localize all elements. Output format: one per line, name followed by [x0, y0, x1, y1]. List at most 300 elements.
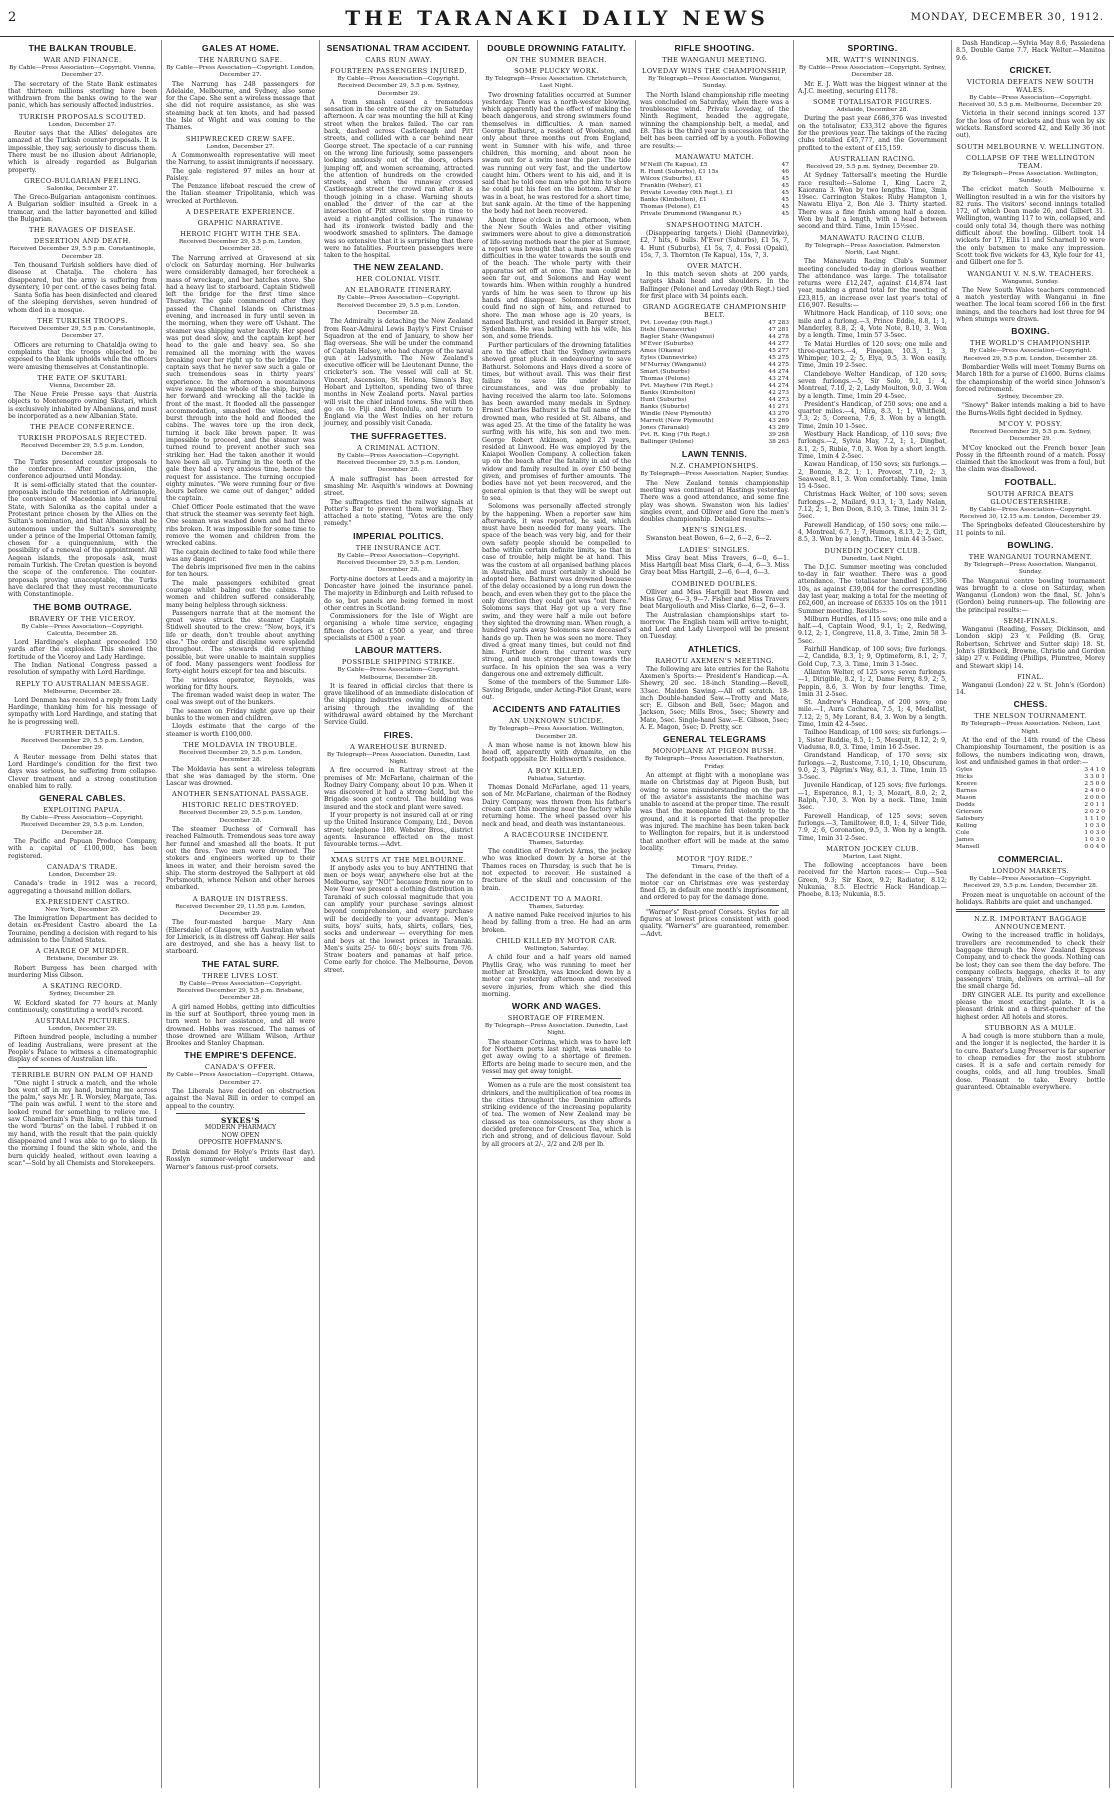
article-subheading: OVER MATCH. [687, 262, 742, 271]
results-table [640, 162, 789, 218]
dateline: London, December 29. [48, 1026, 117, 1033]
dateline: By Telegraph—Press Association. Napier, Sunday. [640, 471, 789, 478]
article-paragraph: The condition of Frederick Arms, the jockey who was knocked down by a horse at the Thames races on Thursday, is such that he is not expected to recover. He sustained a fracture of the skull and concussion of the brain. [482, 848, 631, 892]
column-7 [952, 40, 1110, 1788]
article-paragraph: The North Island championship rifle meeting was concluded on Saturday, when there was a troublesome wind. Private Loveday, of the Ninth Regiment, headed the aggregate, winning the championship belt, a medal, and £8. This is the third year in succession that the belt has been carried off by a youth. Following are results:— [640, 91, 789, 150]
article-paragraph: The defendant in the case of the theft of a motor car on Christmas eve was yesterday fined £5, in default one month's imprisonment, and ordered to pay for the damage done. [640, 872, 789, 902]
section-headline: LABOUR MATTERS. [355, 645, 442, 656]
result-score: 45 [781, 175, 789, 182]
dateline: By Cable—Press Association—Copyright. Received 30, 5.5 p.m. Melbourne, December 29. [958, 94, 1103, 109]
section-headline: THE FATAL SURF. [201, 958, 280, 969]
article-paragraph: Women as a rule are the most consistent tea drinkers, and the multiplication of tea rooms in the cities throughout the Dominion affords striking evidence of the increasing popularity of tea. The women of New Zealand may be classed as tea connoisseurs, as they show a decided preference for Crescent Tea, which is rich and strong, and of delicious flavour. Sold by all grocers at 2/-, 2/2 and 2/8 per lb. [482, 1082, 631, 1148]
article-subheading: THE NARRUNG SAFE. [198, 56, 283, 64]
dateline: Thames, Saturday. [528, 839, 585, 846]
issue-date: MONDAY, DECEMBER 30, 1912. [910, 12, 1104, 23]
result-score: 43 269 [768, 418, 789, 425]
result-score: 47 283 [768, 320, 789, 327]
section-headline: GENERAL TELEGRAMS [662, 734, 767, 745]
column-rule [18, 1067, 147, 1068]
article-subheading: MEN'S SINGLES. [681, 526, 748, 535]
result-score: 45 277 [768, 348, 789, 355]
result-score: 0 0 4 0 [1084, 844, 1105, 851]
article-subheading: CANADA'S TRADE. [46, 862, 119, 871]
results-row [640, 169, 789, 176]
article-paragraph: A native named Pake received injuries to his head by falling from a tree. He had an arm broken. [482, 912, 631, 934]
article-paragraph: The secretary of the State Bank estimates that thirteen millions sterling have been withdrawn from the banks owing to the war panic, which has seriously affected industries. [8, 80, 157, 110]
article-paragraph: If anybody asks you to buy ANYTHING that men or boys wear, anywhere else but at the Melbourne, say "NO!" because from now on to New Year we present a clothing distribution in Taranaki of such colossal magnitude that you can amplify your purchase savings almost beyond comprehension, and every purchase will be decidedly to your advantage. Men's suits, boys' suits, hats, shirts, collars, ties, socks and underwear — everything for men and boys at the lowest prices in Taranaki. Men's suits 25/- to 60/-; boys' suits from 7/6. Straw boaters and panamas at half price. Come early for choice. The Melbourne, Devon street. [324, 864, 473, 974]
article-paragraph: If your property is not insured call at or ring up the United Insurance Company, Ltd., Devon street; telephone 180. Webster Bros., district agents. Insurance effected on the most favourable terms.—Advt. [324, 812, 473, 849]
masthead [0, 0, 1114, 37]
section-headline: WORK AND WAGES. [511, 1001, 602, 1012]
results-row [956, 844, 1105, 851]
result-name: Pvt. R. King (7th Regt.) [640, 432, 710, 439]
result-name: Hunt (Suburbs) [640, 397, 687, 404]
article-subheading: THE MOLDAVIA IN TROUBLE. [183, 740, 298, 749]
article-subheading: XMAS SUITS AT THE MELBOURNE. [330, 855, 467, 864]
dateline: Thames, Saturday. [528, 903, 585, 910]
article-paragraph: During the past year £686,376 was invested on the totalisator, £33,312 above the figures for the previous year. The takings of the racing clubs totalled £45,777, and the Government profited to the extent of £15,159. [798, 115, 947, 152]
article-paragraph: A male suffragist has been arrested for smashing Mr. Asquith's windows at Downing street. [324, 475, 473, 498]
article-subheading: FURTHER DETAILS. [44, 729, 121, 738]
dateline: By Cable—Press Association—Copyright. London, December 27. [166, 65, 315, 79]
results-row [956, 823, 1105, 830]
article-subheading: ACCIDENT TO A MAORI. [509, 894, 604, 903]
dateline: By Telegraph—Press Association. Featherston, Friday. [644, 756, 785, 770]
article-subheading: ANOTHER SENSATIONAL PASSAGE. [171, 790, 310, 799]
article-paragraph: The Narrung has 248 passengers for Adelaide, Melbourne, and Sydney, also some for the Cape. She sent a wireless message that she did not require assistance, as she was steaming back at ten knots, and had passed the Isle of Wight and was coming to the Thames. [166, 80, 315, 132]
article-paragraph: It is semi-officially stated that the counter-proposals include the retention of Adrianople, the conversion of Macedonia into a neutral State, with Salonika as the capital under a Protestant prince chosen by the Allies on the Sultan's nomination, and that Albania shall be autonomous under the Sultan's sovereignty, under a prince of the Imperial Ottoman family, chosen for a quinquennium, with the possibility of a renewal of the appointment. All Aegean islands, the proposals ask, must remain Turkish. The Cretan question is beyond the scope of the conference. The counter-proposals proving unacceptable, the Turks have declared that they must recommunicate with Constantinople. [8, 481, 157, 599]
dateline: Wellington, Saturday. [524, 946, 589, 953]
result-score: 39 268 [768, 432, 789, 439]
result-score: 44 274 [768, 369, 789, 376]
results-row [640, 211, 789, 218]
results-row [956, 774, 1105, 781]
article-paragraph: The Turks presented counter proposals to the conference. After discussion, the conference adjourned until Monday. [8, 458, 157, 481]
article-paragraph: DRY GINGER ALE. Its purity and excellence please the most exacting palate. It is a pleasant drink and a thirst-quencher of the highest order. All hotels and stores. [956, 991, 1105, 1021]
results-row [956, 788, 1105, 795]
article-subheading: VICTORIA DEFEATS NEW SOUTH WALES. [966, 77, 1095, 94]
result-score: 46 [781, 168, 789, 175]
article-subheading: LOVEDAY WINS THE CHAMPIONSHIP. [642, 67, 787, 75]
article-paragraph: The Narrung arrived at Gravesend at six o'clock on Saturday morning. Her bulwarks were considerably damaged, her forecheek a mass of wreckage, and her hatches stove. She had a heavy list to starboard. Captain Stidwell left the bridge for the first time since Thursday. The gale commenced after they passed the Channel Islands on Christmas evening, and increased in fury until seven in the morning, when they were off Ushant. The steamer was shipping water heavily. Her speed was put dead slow, and the captain kept her head to the gale and heavy sea. So she remained all the morning with the waves breaking over her right up to the bridge. The captain says that he never saw such a gale or such tremendous seas in thirty years' experience. In the afternoon a mountainous wave swamped the whole of the ship, burying her forward and wrecking all the tackle in front of the mast. It flooded all the passenger accommodation, smashed the winches, and burst through into the hold and flooded the cabins. The waves tore up the iron deck, turning it back like brown paper. It was impossible to proceed, and the steamer was turned round to prevent another such sea striking her. Had the taken another it would have been all up. Turning in the teeth of the gale they had a very anxious time, hence the request for assistance. The turning occupied eighty minutes. "We were running four or five hours before we came out of danger," added the captain. [166, 254, 315, 503]
result-name: M'Ever (Suburbs) [640, 341, 694, 348]
dateline: Sydney, December 29. [49, 991, 116, 998]
dateline: Pahiatua, Saturday. [527, 775, 586, 782]
section-headline: THE BOMB OUTRAGE. [33, 601, 132, 612]
article-subheading: THE WANGANUI TOURNAMENT. [968, 552, 1093, 561]
newspaper-title: THE TARANAKI DAILY NEWS [345, 6, 769, 30]
dateline: Brisbane, December 29. [46, 956, 119, 963]
dateline: By Telegraph—Press Association. Wanganui, Sunday. [648, 76, 781, 90]
article-subheading: BRAVERY OF THE VICEROY. [29, 614, 136, 623]
article-subheading: N.Z.R. IMPORTANT BAGGAGE ANNOUNCEMENT. [974, 915, 1087, 932]
dateline: Timaru, Friday. [691, 864, 738, 871]
article-subheading: THE WORLD'S CHAMPIONSHIP. [970, 339, 1091, 348]
result-score: 3 3 0 1 [1084, 774, 1105, 781]
article-paragraph: Whitmore Hack Handicap, of 110 sovs; one mile and a furlong.—3, Prince Eddie, 8.8, 1; 1, Manderley, 8.8, 2; 4, Vote Note, 8.10, 3. Won by a length. Time, 1min 57 3-5sec. [798, 310, 947, 340]
article-subheading: A SKATING RECORD. [42, 982, 123, 991]
article-paragraph: Clandeboye Welter Handicap, of 120 sovs; seven furlongs.—5, Sir Solo, 9.1, 1; 4, Montreal, 7.10, 2; 2, Lady Moulton, 9.0, 3. Won by a length. Time, 1min 29 4-5sec. [798, 370, 947, 400]
dateline: Wanganui, Sunday. [1002, 278, 1059, 285]
result-score: 2 0 0 0 [1084, 795, 1105, 802]
column-5 [636, 40, 794, 1788]
ad-line: NOW OPEN [221, 1131, 260, 1139]
article-subheading: SNAPSHOOTING MATCH. [666, 220, 763, 229]
article-paragraph: Passengers narrate that at the moment the great wave struck the steamer Captain Stidwell shouted to the crew: "Now, boys, it's life or death, don't trouble about anything else." The order and discipline were splendid throughout. The stewards did everything possible, but were unable to maintain supplies of food. Many passengers went foodless for forty-eight hours except for tea and biscuits. [166, 609, 315, 676]
article-paragraph: Wanganui (London) 22 v. St. John's (Gordon) 14. [956, 681, 1105, 697]
article-subheading: FOURTEEN PASSENGERS INJURED. [330, 67, 467, 75]
section-headline: SENSATIONAL TRAM ACCIDENT. [326, 43, 471, 53]
result-score: 45 [781, 189, 789, 196]
article-paragraph: The Springboks defeated Gloucestershire by 11 points to nil. [956, 522, 1105, 537]
results-row [956, 802, 1105, 809]
article-subheading: A BARQUE IN DISTRESS. [192, 894, 289, 903]
article-paragraph: A man whose name is not known blew his head off, apparently with dynamite, on the footpath opposite Dr. Holdsworth's residence. [482, 741, 631, 764]
result-name: Kreeve [956, 781, 978, 788]
article-paragraph: The cricket match South Melbourne v. Wellington resulted in a win for the visitors by 82 runs. The visitors' second innings totalled 172, of which Dean made 26, and Gilbert 31. Wellington, wanting 117 to win, collapsed, and could only total 34, though there was nothing difficult about the bowling. Gilbert took 14 wickets for 17, Ellis 11 and Scharnell 10 were the only batsmen to make any impression. Scott took five wickets for 43, Kyle four for 41, and Gilbert one for 5. [956, 186, 1105, 267]
dateline: By Cable—Press Association—Copyright. Received December 29, 5.5 p.m. London, December 28. [336, 295, 461, 317]
dateline: By Telegraph—Press Association. Dunedin, Last Night. [484, 1023, 629, 1037]
article-paragraph: The suffragettes tied the railway signals at Potter's Bar to prevent them working. They attached a note stating, "Votes are the only remedy." [324, 498, 473, 528]
article-paragraph: Milburn Hurdles, of 115 sovs; one mile and a half.—4, Captain Wood, 9.1, 1; 2, Redwing, 9.12, 2; 1, Congreve, 11.8, 3. Time, 2min 58 3-5sec. [798, 615, 947, 645]
result-score: 44 274 [768, 383, 789, 390]
article-paragraph: Owing to the increased traffic in holidays, travellers are recommended to check their baggage through the New Zealand Express Company, and to check the goods. Nothing can be lost; they can see them the day before. The company collects baggage, checks it to any passengers' train, delivers on arrival—all for the small charge 5d. [956, 932, 1105, 991]
article-subheading: SOUTH AFRICA BEATS GLOUCESTERSHIRE. [987, 489, 1074, 506]
result-name: Ballinger (Pelone) [640, 439, 694, 446]
results-row [956, 781, 1105, 788]
results-table [956, 767, 1105, 851]
dateline: Received December 29, 5.5 p.m. Constantinople, December 28. [9, 246, 156, 260]
article-paragraph: Lloyds estimate that the cargo of the steamer is worth £100,000. [166, 723, 315, 738]
article-paragraph: At Sydney Tattersall's meeting the Hurdle race resulted:—Salome 1, King Lacre 2, Kaiorana 3. Won by two lengths. Time, 3min 19sec. Carrington Stakes: Ruby Hampton 1, Nawatu Eliya 2, Bon Ale 3. Thirty started. There was a fine finish among half a dozen. Won by half a length, with a head between second and third. Time, 1min 15½sec. [798, 172, 947, 231]
article-paragraph: A Commonwealth representative will meet the Narrung, to assist immigrants if necessary. [166, 151, 315, 167]
dateline: By Cable—Press Association—Copyright. Received 29, 5.5 p.m. London, December 28. [963, 348, 1098, 362]
article-paragraph: The New South Wales teachers commenced a match yesterday with Wanganui in fine weather. The local team scored 166 in the first innings, and the teachers had lost three for 94 when stumps were drawn. [956, 286, 1105, 324]
result-name: Eyles (Dannevirke) [640, 355, 697, 362]
article-paragraph: The male passengers exhibited great courage whilst baling out the cabins. The women and children suffered considerably, many being helpless through sickness. [166, 579, 315, 609]
result-name: Banks (Suburbs) [640, 404, 690, 411]
article-subheading: MANAWATU MATCH. [674, 152, 755, 161]
article-subheading: HISTORIC RELIC DESTROYED. [182, 801, 299, 810]
result-name: Salisbury [956, 816, 985, 823]
article-paragraph: The debris imprisoned five men in the cabins for ten hours. [166, 564, 315, 579]
article-subheading: THE WANGANUI MEETING. [662, 56, 767, 64]
article-subheading: LONDON MARKETS. [991, 867, 1070, 876]
dateline: By Cable—Press Association—Copyright. Received December 29, 5.5 p.m. Sydney, December 29. [337, 76, 460, 97]
article-subheading: EX-PRESIDENT CASTRO. [35, 897, 130, 906]
article-subheading: SOME TOTALISATOR FIGURES. [812, 98, 933, 107]
article-subheading: N.Z. CHAMPIONSHIPS. [670, 462, 759, 471]
results-row [956, 795, 1105, 802]
result-score: 42 273 [768, 390, 789, 397]
dateline: Adelaide, December 28. [836, 107, 909, 114]
column-rule [176, 1113, 305, 1114]
article-paragraph: Some of the members of the Summer Life-Saving Brigade, under Acting-Pilot Grant, were out. [482, 679, 631, 701]
dateline: Received December 29, 5.5 p.m. Constantinople, December 27. [9, 326, 156, 340]
article-paragraph: (Disappearing targets.) Diehl (Dannevirke), £2, 7 hits, 6 bulls. M'Ever (Suburbs), £1 5s, 7, 4. Hunt (Suburbs), £1 5s, 7, 4. Fossi (Opaki), 15s, 7, 3. Thornton (Te Kapua), 15s, 7, 3. [640, 229, 789, 259]
article-paragraph: Westbury Hack Handicap, of 110 sovs; five furlongs.—2, Sylvia May, 7.2, 1; 1, Dingbat, 8.1, 2; 5, Rubie, 7.0, 3. Won by a short length. Time, 1min 4 2-5sec. [798, 431, 947, 460]
result-score: 44 277 [768, 341, 789, 348]
article-paragraph: A tram smash caused a tremendous sensation in the centre of the city on Saturday afternoon. A car was mounting the hill at King street when the brakes failed. The car ran back, dashed across Castlereagh and Pitt streets, and collided with a car behind near George street. The spectacle of a car running on the wrong line furiously, some passengers looking anxiously out of the doors, others jumping off, and women screaming, attracted the attention of hundreds on the crowded streets, and when the runaway crossed Castlereagh street the crowd ran after it as though joining in a chase. Warning shouts enabled the driver of the car at the intersection of Pitt street to stop in time to avoid a right-angled collision. The runaway had its ironwork twisted badly and the woodwork smashed to splinters. The damage was so extensive that it is surprising that there were no fatalities. Fourteen passengers were taken to the hospital. [324, 98, 473, 260]
section-headline: GENERAL CABLES. [39, 793, 126, 804]
article-paragraph: Officers are returning to Chataldja owing to complaints that the troops objected to be exposed to the blank upholds while the officers were amusing themselves at Constantinople. [8, 341, 157, 371]
column-4 [478, 40, 636, 1788]
article-paragraph: Frozen meat is unquotable on account of the holidays. Rabbits are quiet and unchanged. [956, 891, 1105, 907]
article-paragraph: M'Coy knocked out the French boxer Jean Possy in the fifteenth round of a match. Possy claimed that the knockout was from a foul, but the claim was disallowed. [956, 444, 1105, 474]
article-paragraph: The following acceptances have been received for the Marton races:— Cup.—Sea Green, 9.3; Sir Knox, 9.2; Radiator, 8.12; Nukunia, 8.5. Electric Hack Handicap.—Phoebe, 8.13; Nukunia, 8.5. [798, 862, 947, 899]
article-paragraph: Two drowning fatalities occurred at Sumner yesterday. There was a north-wester blowing, which apparently had the effect of making the beach dangerous, and strong swimmers found themselves in difficulties. A man named George Bathurst, a resident of Woolston, and only about three months out from England, went in Sumner with his wife, and three children, this morning, and about noon he swam out for a swim near the pier. The tide was running out very fast, and the undertow caught him. Others went to his aid, and it is said that he told one man who got him to shore he could put his feet on the bottom. After he was in a boat, he was restored for a short time, but sank again. At the time of the happening the body had not been recovered. [482, 91, 631, 216]
article-paragraph: The Manawatu Racing Club's Summer meeting concluded to-day in glorious weather. The attendance was large. The totalisator returns were £12,247, against £14,874 last year, making a grand total for the meeting of £23,815, an increase over last year's total of £16,907. Results:— [798, 258, 947, 310]
article-paragraph: A child four and a half years old named Phyllis Gray, who was running to meet her mother at Brooklyn, was knocked down by a motor car yesterday afternoon and received severe injuries, from which she died this morning. [482, 954, 631, 998]
column-rule [492, 1078, 621, 1079]
article-subheading: TERRIBLE BURN ON PALM OF HAND [11, 1070, 154, 1079]
result-name: Grierson [956, 809, 983, 816]
section-headline: ACCIDENTS AND FATALITIES [492, 704, 621, 715]
result-score: 1 0 3 0 [1084, 837, 1105, 844]
article-paragraph: The wireless operator, Reynolds, was working for fifty hours. [166, 676, 315, 691]
result-name: Franklin (Weber), £1 [640, 182, 703, 189]
article-subheading: A BOY KILLED. [527, 766, 586, 775]
section-headline: THE EMPIRE'S DEFENCE. [184, 1050, 297, 1061]
result-name: Gyles [956, 767, 973, 774]
dateline: By Telegraph—Press Association. Christchurch, Last Night. [485, 76, 628, 90]
article-paragraph: The Pacific and Papuan Produce Company, with a capital of £100,000, has been registered. [8, 838, 157, 860]
result-score: 45 [781, 182, 789, 189]
section-headline: DOUBLE DROWNING FATALITY. [487, 43, 626, 53]
article-subheading: STUBBORN AS A MULE. [984, 1023, 1077, 1032]
result-name: Pvt. Loveday (9th Regt.) [640, 320, 713, 327]
column-2 [162, 40, 320, 1788]
dateline: By Cable—Press Association—Copyright. Melbourne, December 28. [337, 667, 460, 681]
article-paragraph: The Liberals have decided on obstruction against the Naval Bill in order to compel an appeal to the country. [166, 1088, 315, 1110]
result-name: Marrett (New Plymouth) [640, 418, 714, 425]
result-name: Banks (Kimbolton) [640, 390, 696, 397]
column-3 [320, 40, 478, 1788]
article-paragraph: Allanton Welter, of 125 sovs; seven furlongs.—1, Dirigible, 8.2, 1; 2, Dame Ferry, 8.9, 2; 5, Peppin, 8.6, 3. Won by four lengths. Time, 1min 31 2-5sec. [798, 668, 947, 698]
article-paragraph: Fifteen hundred people, including a number of leading Australians, were present at the People's Palace to witness a cinematographic display of scenes of Australian life. [8, 1034, 157, 1064]
article-subheading: COLLAPSE OF THE WELLINGTON TEAM. [966, 153, 1095, 170]
article-paragraph: The D.J.C. Summer meeting was concluded to-day in fair weather. There was a good attendance. The totalisator handled £35,366 10s, as against £39,004 for the corresponding day last year, making a total for the meeting of £62,600, an increase of £6335 10s on the 1911 Summer meeting. Results:— [798, 563, 947, 615]
dateline: By Cable—Press Association—Copyright. Received December 29, 5.5 p.m. London, December 28. [336, 452, 461, 474]
result-name: Windle (New Plymouth) [640, 411, 712, 418]
result-name: Bagler Stahr (Wanganui) [640, 334, 715, 341]
dateline: Marton, Last Night. [842, 853, 903, 860]
dateline: London, December 29. [48, 871, 117, 878]
section-headline: CRICKET. [1009, 64, 1052, 75]
result-name: Jones (Taranaki) [640, 425, 689, 432]
article-subheading: GRAND AGGREGATE CHAMPIONSHIP BELT. [642, 303, 787, 320]
result-name: Wilcox (Suburbs), £1 [640, 175, 703, 182]
results-row [640, 176, 789, 183]
dateline: Received 29, 5.5 p.m. Sydney, December 29. [805, 163, 940, 170]
results-row [956, 809, 1105, 816]
article-paragraph: W. Eckford skated for 77 hours at Manly continuously, constituting a world's record. [8, 999, 157, 1014]
result-score: 45 [781, 210, 789, 217]
article-paragraph: Lord Denman has received a reply from Lady Hardinge, thanking him for his message of sympathy with Lord Hardinge, and stating that he is progressing well. [8, 696, 157, 726]
dateline: Received December 29, 5.5 p.m. London, December 28. [178, 239, 303, 253]
article-subheading: REPLY TO AUSTRALIAN MESSAGE. [15, 679, 150, 688]
article-subheading: FINAL. [1017, 672, 1044, 681]
article-subheading: EXPLOITING PAPUA. [43, 806, 122, 815]
dateline: By Cable—Press Association—Copyright. Ottawa, December 27. [166, 1072, 315, 1086]
results-row [640, 190, 789, 197]
result-name: Diehl (Dannevirke) [640, 327, 697, 334]
article-paragraph: Juvenile Handicap, of 125 sovs; five furlongs.—1, Esperance, 8.1, 1; 3, Mozart, 8.0, 2; 2, Ralph, 7.10, 3. Won by a neck. Time, 1min 3sec. [798, 782, 947, 812]
result-name: Thomas (Pelone), £1 [640, 203, 701, 210]
article-paragraph: Kawau Handicap, of 150 sovs; six furlongs.—2, Bonnie, 8.2, 1; 1, Provost, 7.10, 2; 3, Seaweed, 8.1, 3. Won comfortably. Time, 1min 15 4-5sec. [798, 461, 947, 491]
result-score: 44 273 [768, 397, 789, 404]
article-paragraph: The Australasian championships start to-morrow. The English team will arrive to-night, and Lord and Lady Liverpool will be present on Tuesday. [640, 611, 789, 641]
article-subheading: THE FATE OF SKUTARI. [37, 373, 128, 382]
article-paragraph: The four-masted barque Mary Ann (Ellersdale) of Glasgow, with Australian wheat for Limerick, is in distress off Galway. Her sails are destroyed, and she has a heavy list to starboard. [166, 919, 315, 956]
article-subheading: SEMI-FINALS. [1003, 617, 1058, 626]
article-paragraph: Fairhill Handicap, of 100 sovs; five furlongs.—2, Candida, 8.3, 1; 9, Optimeform, 8.1, 2; 7, Gold Cup, 7.3, 3. Time, 1min 3 1-5sec. [798, 646, 947, 668]
article-paragraph: The Neue Freie Presse says that Austria objects to Montenegro owning Skutari, which is exclusively inhabited by Albanians, and must be incorporated as a new Albanian State. [8, 391, 157, 420]
result-name: Private Loveday (9th Regt.), £1 [640, 189, 734, 196]
article-paragraph: About three o'clock in the afternoon, when the New South Wales and other visiting swimmers were about to give a demonstration of life-saving methods near the pier at Sumner, a report was brought that a man was in grave difficulties in the water towards the south end of the beach. The whole party with their apparatus set off at once. The man could be seen far out, and Solomons and Hay went towards him. When within roughly a hundred yards of him he was seen to throw up his hands and disappear. Solomons dived but could find no sign of him, and returned to shore. The man whose age is 20 years, is named Bathurst, and resided in Barger street, Sydenham. He was bathing with his wife, his son, and some friends. [482, 216, 631, 341]
result-name: Cole [956, 830, 970, 837]
article-paragraph: Canada's trade in 1912 was a record, aggregating a thousand million dollars. [8, 880, 157, 895]
section-headline: BOXING. [1011, 326, 1050, 337]
article-subheading: THE PEACE CONFERENCE. [30, 423, 135, 432]
article-paragraph: Farewell Handicap, of 150 sovs; one mile.—4, Montreal, 6.7, 1; 7, Humors, 8.13, 2; 2, Gift, 8.5, 3. Won by a length. Time, 1min 44 3-5sec. [798, 521, 947, 544]
dateline: Received December 29, 5.5 p.m. London, December 28. [178, 749, 303, 764]
article-paragraph: Lord Hardinge's elephant proceeded 150 yards after the explosion. This showed the fortitude of the Viceroy and Lady Hardinge. [8, 639, 157, 661]
article-paragraph: The following are late entries for the Rahotu Axemen's Sports:— President's Handicap.—A. Shewry, 20 sec. 18-inch Standing.—Revell, 33sec. Maiden Sawing.—All off scratch. 18-inch Double-handed Saw.—Trotty and Mate, scr; E. Gibson and Bell, 5sec; Magon and Jackson, 5sec; Mills Bros., 5sec; Shewry and Mate, 5sec. Single-hand Saw.—E. Gibson, 5sec; A. E. Magon, 5sec; D. Pretty, scr. [640, 665, 789, 732]
result-name: Smart (Suburbs) [640, 369, 690, 376]
article-paragraph: Tailhoo Handicap, of 100 sovs; six furlongs.—1, Sister Ruddie, 8.5, 1; 5, Mesquit, 8.12, 2; 9, Viaduma, 8.0, 3. Time, 1min 16 2-5sec. [798, 729, 947, 751]
dateline: London, December 27. [206, 143, 275, 150]
advertisement [166, 1117, 315, 1146]
article-paragraph: Ten thousand Turkish soldiers have died of disease at Chatalja. The cholera has disappeared, but the army is suffering from dysentery, 10 per cent. of the cases being fatal. [8, 261, 157, 291]
dateline: Dunedin, Last Night. [841, 555, 904, 562]
dateline: By Cable—Press Association—Copyright. Received December 29, 5.5 p.m. London, December 28. [20, 815, 145, 836]
ad-title: SYKES'S [220, 1115, 261, 1125]
result-name: Pvt. Mayhew (7th Regt.) [640, 383, 713, 390]
section-headline: THE NEW ZEALAND. [353, 262, 444, 273]
result-score: 44 275 [768, 362, 789, 369]
article-paragraph: An attempt at flight with a monoplane was made on Christmas day at Pigeon Bush, but owing to some misunderstanding on the part of the aviator's assistants the machine was unable to ascend at the proper time. The result was that the monoplane fell violently to the ground, and it is reported that the propeller was injured. The machine has been taken back to Wellington for repairs, but it is understood that another effort will be made at the same locality. [640, 771, 789, 852]
section-headline: RIFLE SHOOTING. [674, 43, 755, 53]
dateline: By Telegraph—Press Association. Wanganui, Sunday. [964, 561, 1097, 576]
article-paragraph: The Immigration Department has decided to detain ex-President Castro aboard the La Touraine, pending a decision with regard to his admission to the United States. [8, 915, 157, 945]
article-paragraph: Bombardier Wells will meet Tommy Burns on March 18th for a purse of £1600. Burns claims the championship of the world since Johnson's forced retirement. [956, 363, 1105, 393]
article-paragraph: Te Matai Hurdles of 120 sovs; one mile and three-quarters.—4, Finegan, 10.3, 1; 3, Whimper, 10.2, 2; 5, Elya, 9.5, 3. Won easily. Time, 3min 19 2-5sec. [798, 340, 947, 370]
dateline: By Telegraph—Press Association. Wellington, December 28. [488, 726, 625, 740]
article-subheading: THE RAVAGES OF DISEASE. [29, 226, 136, 235]
article-paragraph: Thomas Donald McFarlane, aged 11 years, son of Mr. McFarlane, chairman of the Rodney Dairy Company, was thrown from his father's cream cart this morning near the factory while returning home. The wheel passed over his neck and head, and death was instantaneous. [482, 784, 631, 828]
article-subheading: POSSIBLE SHIPPING STRIKE. [341, 658, 456, 667]
dateline: By Telegraph—Press Association. Dunedin, Last Night. [326, 751, 471, 765]
article-paragraph: A bad cough is more stubborn than a mule, and the longer it is neglected, the harder it is to cure. Baxter's Lung Preserver is far superior to cheap remedies for the most stubborn cases. It is a safe and certain remedy for coughs, colds, and all lung troubles. Small dose. Pleasant to take. Every bottle guaranteed. Obtainable everywhere. [956, 1032, 1105, 1092]
result-name: Barnes [956, 788, 977, 795]
column-6 [794, 40, 952, 1788]
article-subheading: COMBINED DOUBLES. [671, 579, 758, 588]
section-headline: FOOTBALL. [1004, 476, 1057, 487]
article-paragraph: Victoria in their second innings scored 137 for the loss of four wickets and thus won by six wickets. Ransford scored 42, and Kelly 36 (not out). [956, 110, 1105, 140]
article-paragraph: Grandstand Handicap, of 170 sovs; six furlongs.—2, Rustcome, 7.10, 1; 10, Obscurum, 9.0, 2; 3, Pilgrim's Way, 8.1, 3. Time, 1min 15 3-5sec. [798, 752, 947, 782]
dateline: Sydney, December 29. [997, 394, 1064, 401]
result-score: 2 0 2 0 [1084, 809, 1105, 816]
results-table [640, 320, 789, 446]
result-name: Mason [956, 795, 976, 802]
result-score: 38 263 [768, 439, 789, 446]
column-rule [334, 852, 463, 853]
dateline: By Telegraph—Press Association. Wellington, Sunday. [962, 170, 1099, 184]
article-paragraph: In this match seven shots at 200 yards, targets khaki head and shoulders. In the Ballinger (Pelone) and Loveday (9th Regt.) tied for first place with 34 points each. [640, 271, 789, 301]
article-subheading: AN ELABORATE ITINERARY. [344, 286, 453, 295]
results-row [640, 204, 789, 211]
article-subheading: TURKISH PROPOSALS SCOUTED. [18, 112, 147, 121]
result-score: 45 [781, 196, 789, 203]
result-score: 41 271 [768, 404, 789, 411]
section-headline: IMPERIAL POLITICS. [353, 530, 444, 541]
article-paragraph: Mr. E. J. Watt was the biggest winner at the A.J.C. meeting, securing £1178. [798, 80, 947, 95]
result-name: Private Drummond (Wanganui R.) [640, 210, 742, 217]
dateline: Received December 29, 5.5 p.m. London, December 29. [20, 738, 145, 752]
article-paragraph: The Penzance lifeboat rescued the crew of the Italian steamer Tripolitania, which was wrecked at Porthleven. [166, 183, 315, 205]
article-paragraph: Wanganui (Reading, Fossey, Dickinson, and London skip) 23 v. Feilding (B. Gray, Robertson, Schriver and Sutter skip) 18. St. John's (Birkbeck, Browne, Christie and Gordon skip) 27 v. Feilding (Phillips, Plumtree, Morey and Stewart skip) 14. [956, 626, 1105, 670]
dateline: Received December 29, 5.5 p.m. London, December 28. [178, 810, 303, 824]
result-name: Thomas (Pelone) [640, 376, 690, 383]
result-name: M'Neill (Te Kapua), £5 [640, 161, 708, 168]
article-paragraph: The steamer Duchess of Cornwall has reached Falmouth. Tremendous seas tore away her funnel and smashed all the boats. It put out the fires. Two men were drowned. The stokers and engineers worked up to their knees in water, and their heroism saved the ship. The storm destroyed the Sallyport at old Portsmouth, whence Nelson and other heroes embarked. [166, 826, 315, 892]
result-name: Mansell [956, 844, 980, 851]
section-headline: BOWLING. [1007, 539, 1054, 550]
article-paragraph: Christmas Hack Welter, of 100 sovs; seven furlongs.—2, Mailard, 9.13, 1; 3, Lady Nelan, 7.12, 2; 1, Ben Doon, 8.10, 3. Time, 1min 31 2-5sec. [798, 491, 947, 521]
article-paragraph: "Warner's" Rust-proof Corsets. Styles for all figures at lowest prices consistent with good quality. "Warner's" are guaranteed, remember.—Advt. [640, 908, 789, 938]
article-subheading: TURKISH PROPOSALS REJECTED. [17, 434, 148, 443]
results-row [640, 162, 789, 169]
article-paragraph: Miss Gray beat Miss Travers, 6—0, 6—1. Miss Hartgill beat Miss Clark, 6—4, 6—3. Miss Gray beat Miss Hartgill, 2—6, 6—4, 6—3. [640, 554, 789, 577]
result-name: M'Murray (Wanganui) [640, 362, 707, 369]
article-subheading: RAHOTU AXEMEN'S MEETING. [655, 656, 774, 665]
article-paragraph: It is feared in official circles that there is grave likelihood of an immediate dislocation of the shipping industries owing to discontent arising through the invaliding of the withdrawal award obtained by the Merchant Service Guild. [324, 682, 473, 727]
dateline: New York, December 29. [45, 906, 120, 913]
article-paragraph: At the end of the 14th round of the Chess Championship Tournament, the position is as follows, the numbers indicating won, drawn, lost and unfinished games in that order:— [956, 737, 1105, 766]
article-paragraph: Dash Handicap.—Sylvia May 8.6, Passiedena 8.5, Double Game 7.7, Hack Welter.—Manitoa 9.6. [956, 40, 1105, 62]
article-subheading: THE NELSON TOURNAMENT. [974, 712, 1087, 721]
result-score: 2 5 0 0 [1084, 781, 1105, 788]
newspaper-columns [4, 40, 1110, 1788]
article-paragraph: Robert Burgess has been charged with murdering Miss Gibson. [8, 964, 157, 979]
article-paragraph: The gale registered 97 miles an hour at Paisley. [166, 167, 315, 182]
dateline: By Cable—Press Association—Copyright. Received December 29, 5.5 p.m. London, December 28. [336, 552, 461, 574]
ad-line: MODERN PHARMACY [204, 1124, 277, 1132]
results-row [640, 183, 789, 190]
result-score: 43 274 [768, 376, 789, 383]
double-rule [956, 909, 1105, 912]
result-name: Dodds [956, 802, 975, 809]
article-paragraph: A fire occurred in Rattray street at the premises of Mr. McFarlane, chairman of the Rodney Dairy Company, about 10 p.m. When it was discovered it had a strong hold, but the Brigade soon got control. The building was insured and the stock and plant were saved. [324, 767, 473, 811]
section-headline: LAWN TENNIS. [681, 449, 748, 460]
article-paragraph: Reuter says that the Allies' delegates are amazed at the Turkish counter-proposals. It is impossible, they say, seriously to discuss them. There must be no illusion about Adrianople, which is already regarded as Bulgarian property. [8, 130, 157, 174]
result-score: 1 0 3 0 [1084, 823, 1105, 830]
dateline: By Telegraph—Press Association. Palmerston North, Last Night. [804, 242, 941, 256]
dateline: Vienna, December 28. [49, 382, 116, 389]
result-name: Hicks [956, 774, 973, 781]
section-headline: THE BALKAN TROUBLE. [28, 43, 137, 53]
article-subheading: THE TURKISH TROOPS. [37, 317, 128, 326]
article-paragraph: The seamen on Friday night gave up their bunks to the women and children. [166, 707, 315, 723]
article-paragraph: Farewell Handicap, of 125 sovs; seven furlongs.—3, Tamiltower, 8.0, 1; 4, Silver Tide, 7.9, 2; 6, Coronation, 9.5, 3. Won by a length. Time, 1min 31 2-5sec. [798, 812, 947, 842]
article-paragraph: The fireman waded waist deep in water. The coal was swept out of the bunkers. [166, 692, 315, 707]
article-subheading: CANADA'S OFFER. [204, 1063, 277, 1072]
article-paragraph: Forty-nine doctors at Leeds and a majority in Doncaster have joined the insurance panel. The majority in Edinburgh and Leith refused to do so, but panels are being formed in most other centres in Scotland. [324, 575, 473, 612]
article-subheading: A DESPERATE EXPERIENCE. [185, 208, 296, 217]
result-name: Banks (Kimbolton), £1 [640, 196, 707, 203]
article-subheading: AN UNKNOWN SUICIDE. [509, 717, 604, 726]
